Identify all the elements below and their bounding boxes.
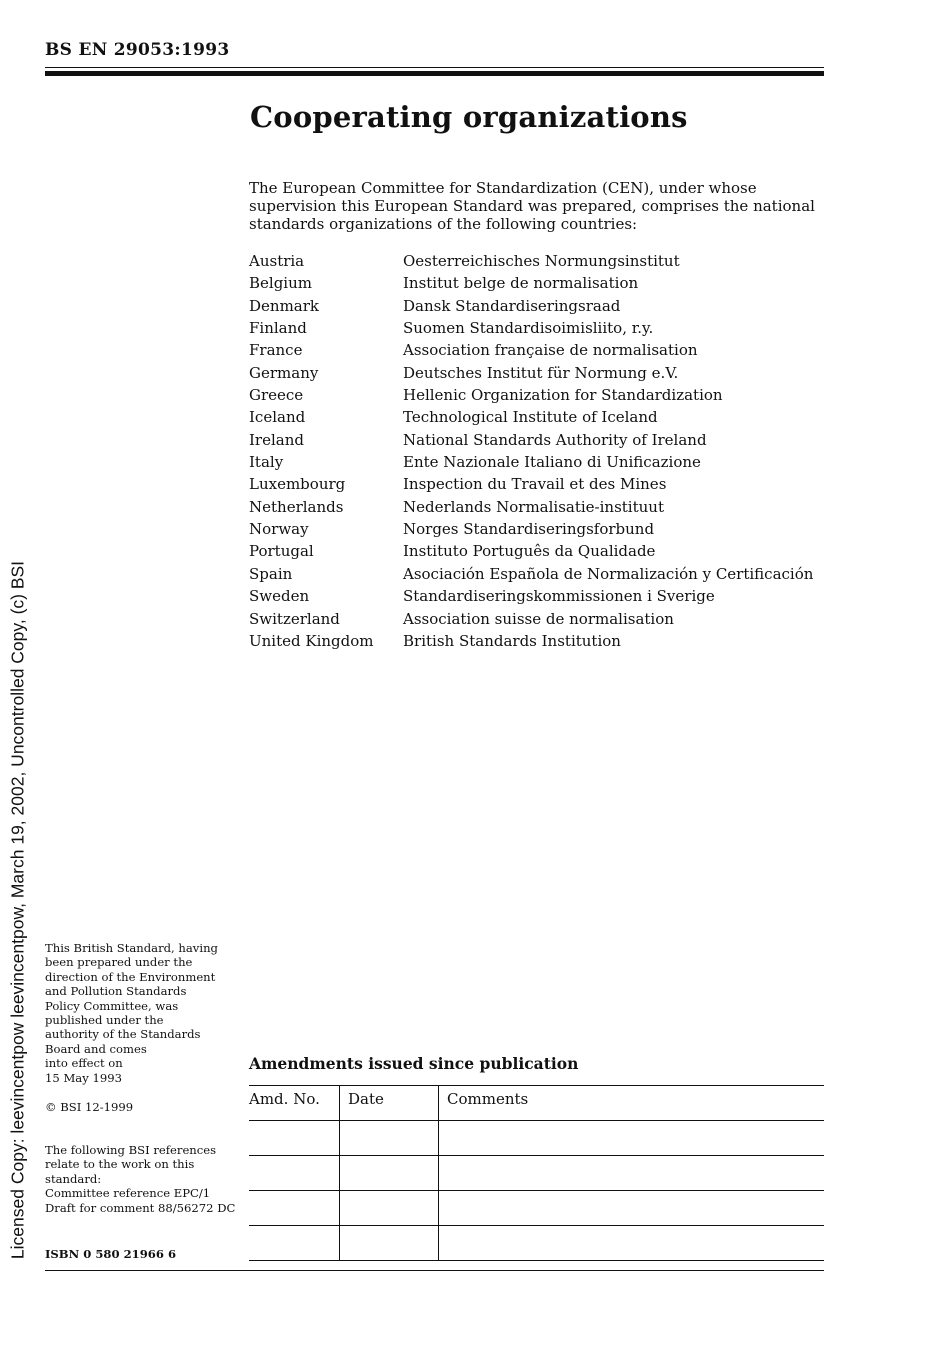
organization-country: Switzerland: [249, 609, 340, 628]
organization-name: Asociación Española de Normalización y Certificación: [403, 564, 814, 583]
organization-country: France: [249, 341, 303, 360]
organization-name: Institut belge de normalisation: [403, 274, 639, 293]
amendment-cell: [249, 1226, 340, 1261]
publication-note-line: Board and comes: [45, 1041, 147, 1056]
publication-note-line: 15 May 1993: [45, 1070, 122, 1085]
organizations-list: [249, 250, 824, 652]
isbn: ISBN 0 580 21966 6: [45, 1247, 177, 1261]
organization-country: United Kingdom: [249, 631, 374, 650]
amendments-header-row: [249, 1086, 824, 1121]
organization-country: Belgium: [249, 274, 312, 293]
publication-note-line: direction of the Environment: [45, 969, 216, 984]
organization-country: Norway: [249, 520, 309, 539]
amendments-table: [249, 1085, 824, 1261]
organization-row: [249, 496, 824, 518]
organization-country: Luxembourg: [249, 475, 346, 494]
organization-name: Nederlands Normalisatie-instituut: [403, 497, 664, 516]
page-title: Cooperating organizations: [250, 100, 688, 134]
amendment-cell: [340, 1226, 439, 1261]
organization-country: Iceland: [249, 408, 306, 427]
organization-name: Ente Nazionale Italiano di Unificazione: [403, 453, 701, 472]
organization-row: [249, 540, 824, 562]
footer-rule: [45, 1270, 824, 1271]
header-rule-thin: [45, 67, 824, 68]
organization-row: [249, 362, 824, 384]
organization-name: Inspection du Travail et des Mines: [403, 475, 667, 494]
organization-name: Dansk Standardiseringsraad: [403, 296, 621, 315]
organization-country: Denmark: [249, 296, 319, 315]
copyright-note: © BSI 12-1999: [45, 1100, 134, 1114]
organization-name: Association suisse de normalisation: [403, 609, 674, 628]
publication-note-line: This British Standard, having: [45, 941, 218, 955]
amendment-cell: [439, 1156, 825, 1191]
bsi-references-note: [45, 1143, 240, 1215]
organization-row: [249, 563, 824, 585]
amendment-cell: [340, 1156, 439, 1191]
organization-row: [249, 451, 824, 473]
organization-row: [249, 473, 824, 495]
organization-country: Greece: [249, 386, 304, 405]
references-note-line: Draft for comment 88/56272 DC: [45, 1200, 236, 1215]
organization-row: [249, 339, 824, 361]
organization-country: Sweden: [249, 587, 310, 606]
publication-note-line: authority of the Standards: [45, 1027, 201, 1042]
amendment-row: [249, 1226, 824, 1261]
organization-row: [249, 518, 824, 540]
amendment-row: [249, 1121, 824, 1156]
organization-name: Technological Institute of Iceland: [403, 408, 658, 427]
license-watermark: Licensed Copy: leevincentpow leevincentpow, March 19, 2002, Uncontrolled Copy, (c) BSI: [7, 560, 28, 1260]
organization-country: Ireland: [249, 430, 304, 449]
amendment-cell: [439, 1121, 825, 1156]
organization-country: Austria: [249, 252, 305, 270]
organization-name: British Standards Institution: [403, 631, 621, 650]
organization-row: [249, 585, 824, 607]
organization-name: Standardiseringskommissionen i Sverige: [403, 587, 715, 606]
organization-country: Italy: [249, 453, 284, 472]
amendment-cell: [249, 1121, 340, 1156]
organization-name: Suomen Standardisoimisliito, r.y.: [403, 319, 654, 338]
organization-name: Instituto Português da Qualidade: [403, 542, 656, 561]
amendment-cell: [249, 1156, 340, 1191]
publication-note-line: published under the: [45, 1013, 164, 1028]
organization-country: Germany: [249, 363, 319, 382]
amendment-cell: [340, 1121, 439, 1156]
organization-row: [249, 272, 824, 294]
publication-note-line: been prepared under the: [45, 955, 193, 970]
references-note-line: Committee reference EPC/1: [45, 1186, 211, 1201]
organization-country: Spain: [249, 564, 293, 583]
organization-row: [249, 384, 824, 406]
organization-country: Netherlands: [249, 497, 344, 516]
organization-row: [249, 630, 824, 652]
amendment-row: [249, 1191, 824, 1226]
organization-country: Finland: [249, 319, 307, 338]
organization-name: Hellenic Organization for Standardization: [403, 386, 723, 405]
intro-paragraph: The European Committee for Standardization (CEN), under whose supervision this European Standard was prepared, comprises the national standards organizations of the following countries:: [249, 179, 815, 233]
organization-row: [249, 250, 824, 272]
organization-row: [249, 608, 824, 630]
column-header-amd-no: Amd. No.: [249, 1086, 340, 1121]
organization-name: National Standards Authority of Ireland: [403, 430, 707, 449]
amendment-cell: [439, 1191, 825, 1226]
organization-name: Norges Standardiseringsforbund: [403, 520, 655, 539]
document-code: BS EN 29053:1993: [45, 40, 230, 60]
column-header-comments: Comments: [439, 1086, 825, 1121]
publication-note-line: into effect on: [45, 1056, 123, 1071]
organization-row: [249, 295, 824, 317]
references-note-line: The following BSI references: [45, 1143, 217, 1157]
organization-row: [249, 406, 824, 428]
references-note-line: relate to the work on this: [45, 1157, 195, 1172]
column-header-date: Date: [340, 1086, 439, 1121]
organization-row: [249, 317, 824, 339]
references-note-line: standard:: [45, 1171, 102, 1186]
organization-country: Portugal: [249, 542, 314, 561]
amendments-title: Amendments issued since publication: [249, 1054, 579, 1073]
publication-note: [45, 941, 240, 1085]
organization-name: Oesterreichisches Normungsinstitut: [403, 252, 680, 270]
organization-row: [249, 429, 824, 451]
amendment-cell: [340, 1191, 439, 1226]
organization-name: Association française de normalisation: [403, 341, 698, 360]
header-rule-thick: [45, 71, 824, 76]
publication-note-line: Policy Committee, was: [45, 998, 179, 1013]
amendment-cell: [249, 1191, 340, 1226]
organization-name: Deutsches Institut für Normung e.V.: [403, 363, 679, 382]
amendment-row: [249, 1156, 824, 1191]
publication-note-line: and Pollution Standards: [45, 984, 187, 999]
amendment-cell: [439, 1226, 825, 1261]
